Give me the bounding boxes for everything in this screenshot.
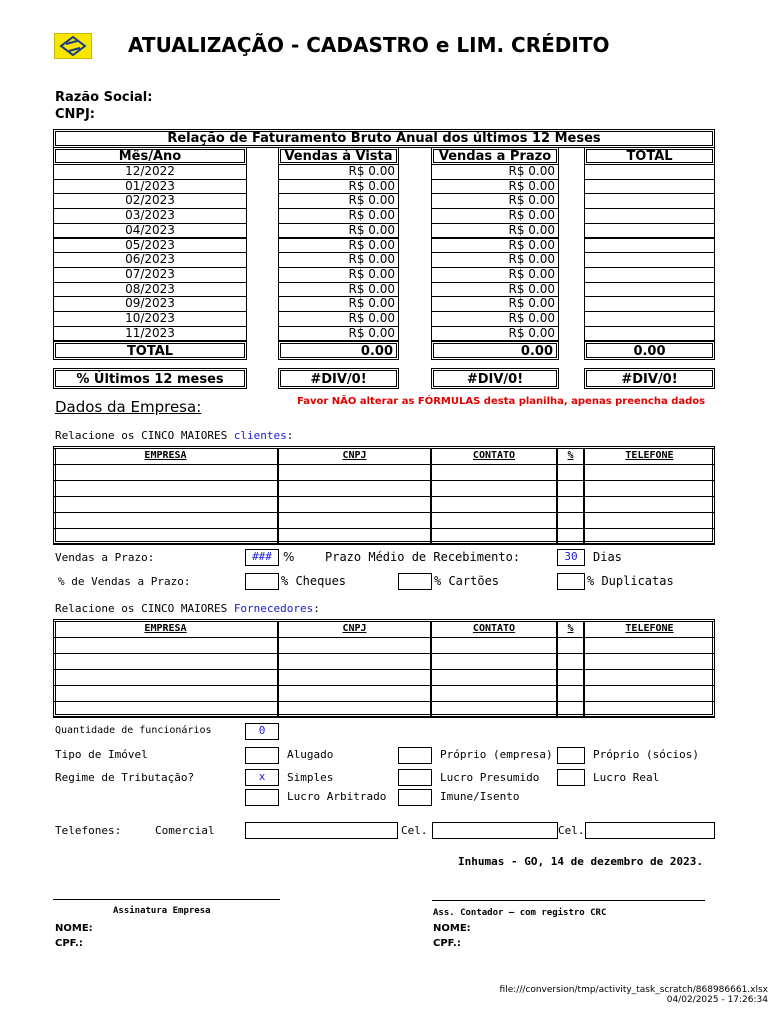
clientes-header-1: CNPJ	[278, 448, 431, 465]
imune-input[interactable]	[398, 789, 432, 806]
clientes-cell[interactable]	[584, 528, 715, 545]
regime-label: Regime de Tributação?	[55, 771, 195, 784]
pct-total: #DIV/0!	[584, 368, 715, 389]
row-vista[interactable]: R$ 0.00	[278, 326, 399, 342]
contador-cpf: CPF.:	[433, 938, 461, 949]
header-vista: Vendas à Vista	[278, 147, 399, 165]
fornecedores-cell[interactable]	[278, 637, 431, 654]
clientes-cell[interactable]	[557, 512, 584, 529]
clientes-header-3: %	[557, 448, 584, 465]
fornecedores-cell[interactable]	[584, 701, 715, 718]
clientes-cell[interactable]	[584, 480, 715, 497]
row-vista[interactable]: R$ 0.00	[278, 179, 399, 195]
fornecedores-cell[interactable]	[53, 701, 278, 718]
cheques-label: % Cheques	[281, 574, 347, 588]
row-total[interactable]	[584, 296, 715, 312]
row-prazo[interactable]: R$ 0.00	[431, 208, 559, 224]
duplicatas-input[interactable]	[557, 573, 585, 590]
telefones-label: Telefones:	[55, 824, 122, 837]
clientes-header-0: EMPRESA	[53, 448, 278, 465]
fornecedores-header-1: CNPJ	[278, 621, 431, 638]
empresa-cpf: CPF.:	[55, 938, 83, 949]
clientes-header-4: TELEFONE	[584, 448, 715, 465]
imune-label: Imune/Isento	[440, 790, 520, 803]
assinatura-empresa-label: Assinatura Empresa	[113, 906, 211, 916]
fornecedores-cell[interactable]	[53, 653, 278, 670]
dias-label: Dias	[593, 550, 622, 564]
proprio-empresa-label: Próprio (empresa)	[440, 748, 553, 761]
fornecedores-highlight: Fornecedores	[233, 602, 314, 615]
bank-logo-icon	[54, 33, 92, 59]
fornecedores-header-2: CONTATO	[431, 621, 557, 638]
row-vista[interactable]: R$ 0.00	[278, 193, 399, 209]
row-total[interactable]	[584, 164, 715, 180]
row-mes: 02/2023	[53, 193, 247, 209]
cel1-label: Cel.	[401, 824, 428, 837]
row-total[interactable]	[584, 179, 715, 195]
presumido-input[interactable]	[398, 769, 432, 786]
clientes-cell[interactable]	[278, 480, 431, 497]
row-prazo[interactable]: R$ 0.00	[431, 311, 559, 327]
clientes-suffix: :	[286, 429, 294, 442]
row-vista[interactable]: R$ 0.00	[278, 164, 399, 180]
row-mes: 01/2023	[53, 179, 247, 195]
row-mes: 07/2023	[53, 267, 247, 283]
row-prazo[interactable]: R$ 0.00	[431, 296, 559, 312]
row-total[interactable]	[584, 252, 715, 268]
clientes-cell[interactable]	[431, 512, 557, 529]
fornecedores-header-0: EMPRESA	[53, 621, 278, 638]
imovel-label: Tipo de Imóvel	[55, 748, 148, 761]
simples-input[interactable]: x	[245, 769, 279, 786]
row-prazo[interactable]: R$ 0.00	[431, 164, 559, 180]
fornecedores-cell[interactable]	[278, 701, 431, 718]
row-total[interactable]	[584, 238, 715, 254]
presumido-label: Lucro Presumido	[440, 771, 540, 784]
row-prazo[interactable]: R$ 0.00	[431, 267, 559, 283]
row-total[interactable]	[584, 326, 715, 342]
vendas-prazo-pct: %	[283, 550, 295, 564]
vendas-prazo-input[interactable]: ###	[245, 549, 279, 566]
clientes-cell[interactable]	[53, 496, 278, 513]
cel1-input[interactable]	[432, 822, 558, 839]
faturamento-caption: Relação de Faturamento Bruto Anual dos últimos 12 Meses	[167, 131, 601, 146]
clientes-cell[interactable]	[53, 512, 278, 529]
cartoes-label: % Cartões	[434, 574, 500, 588]
cel2-input[interactable]	[585, 822, 715, 839]
row-mes: 04/2023	[53, 223, 247, 239]
proprio-socios-input[interactable]	[557, 747, 585, 764]
fornecedores-cell[interactable]	[557, 701, 584, 718]
clientes-prefix: Relacione os CINCO MAIORES	[55, 429, 234, 442]
row-mes: 03/2023	[53, 208, 247, 224]
local-data: Inhumas - GO, 14 de dezembro de 2023.	[458, 855, 704, 868]
row-mes: 11/2023	[53, 326, 247, 342]
row-mes: 05/2023	[53, 238, 247, 254]
fornecedores-cell[interactable]	[431, 653, 557, 670]
fornecedores-cell[interactable]	[278, 669, 431, 686]
header-total: TOTAL	[584, 147, 715, 165]
row-prazo[interactable]: R$ 0.00	[431, 193, 559, 209]
page-title: ATUALIZAÇÃO - CADASTRO e LIM. CRÉDITO	[128, 33, 610, 57]
cheques-input[interactable]	[245, 573, 279, 590]
row-vista[interactable]: R$ 0.00	[278, 311, 399, 327]
row-vista[interactable]: R$ 0.00	[278, 252, 399, 268]
row-total[interactable]	[584, 267, 715, 283]
real-input[interactable]	[557, 769, 585, 786]
row-total[interactable]	[584, 223, 715, 239]
pct-vendas-label: % de Vendas a Prazo:	[58, 575, 191, 588]
total-label: TOTAL	[53, 341, 247, 360]
comercial-input[interactable]	[245, 822, 398, 839]
fornecedores-cell[interactable]	[278, 685, 431, 702]
real-label: Lucro Real	[593, 771, 660, 784]
comercial-label: Comercial	[155, 824, 215, 837]
prazo-medio-label: Prazo Médio de Recebimento:	[325, 550, 521, 564]
clientes-header-2: CONTATO	[431, 448, 557, 465]
fornecedores-cell[interactable]	[557, 669, 584, 686]
fornecedores-cell[interactable]	[431, 685, 557, 702]
razao-social-label: Razão Social:	[55, 90, 153, 105]
dados-empresa-heading: Dados da Empresa:	[55, 398, 202, 416]
fornecedores-cell[interactable]	[584, 685, 715, 702]
row-total[interactable]	[584, 193, 715, 209]
row-mes: 08/2023	[53, 282, 247, 298]
signature-line-empresa	[53, 899, 280, 900]
clientes-cell[interactable]	[431, 480, 557, 497]
clientes-highlight: clientes	[233, 429, 287, 442]
pct-label: % Últimos 12 meses	[53, 368, 247, 389]
fornecedores-cell[interactable]	[557, 653, 584, 670]
cnpj-label: CNPJ:	[55, 107, 95, 122]
clientes-cell[interactable]	[584, 512, 715, 529]
assinatura-contador-label: Ass. Contador – com registro CRC	[433, 908, 607, 918]
clientes-cell[interactable]	[557, 528, 584, 545]
fornecedores-cell[interactable]	[584, 637, 715, 654]
fornecedores-cell[interactable]	[431, 637, 557, 654]
fornecedores-cell[interactable]	[53, 637, 278, 654]
clientes-cell[interactable]	[584, 464, 715, 481]
footer-path: file:///conversion/tmp/activity_task_scratch/868986661.xlsx	[499, 985, 768, 995]
row-vista[interactable]: R$ 0.00	[278, 267, 399, 283]
fornecedores-cell[interactable]	[431, 669, 557, 686]
fornecedores-header-4: TELEFONE	[584, 621, 715, 638]
prazo-medio-input[interactable]: 30	[557, 549, 585, 566]
fornecedores-cell[interactable]	[53, 669, 278, 686]
pct-vista: #DIV/0!	[278, 368, 399, 389]
fornecedores-prefix: Relacione os CINCO MAIORES	[55, 602, 234, 615]
clientes-cell[interactable]	[557, 496, 584, 513]
row-mes: 10/2023	[53, 311, 247, 327]
alugado-input[interactable]	[245, 747, 279, 764]
row-prazo[interactable]: R$ 0.00	[431, 326, 559, 342]
cel2-label: Cel.	[558, 824, 585, 837]
total-vista: 0.00	[278, 341, 399, 360]
total-prazo: 0.00	[431, 341, 559, 360]
vendas-prazo-label: Vendas a Prazo:	[55, 551, 155, 564]
clientes-title	[55, 429, 293, 442]
clientes-cell[interactable]	[557, 480, 584, 497]
clientes-cell[interactable]	[53, 528, 278, 545]
empresa-nome: NOME:	[55, 923, 93, 934]
clientes-cell[interactable]	[278, 528, 431, 545]
row-prazo[interactable]: R$ 0.00	[431, 238, 559, 254]
row-prazo[interactable]: R$ 0.00	[431, 179, 559, 195]
clientes-cell[interactable]	[431, 496, 557, 513]
fornecedores-cell[interactable]	[557, 637, 584, 654]
row-prazo[interactable]: R$ 0.00	[431, 252, 559, 268]
clientes-cell[interactable]	[431, 464, 557, 481]
row-mes: 12/2022	[53, 164, 247, 180]
proprio-empresa-input[interactable]	[398, 747, 432, 764]
fornecedores-cell[interactable]	[557, 685, 584, 702]
header-mes: Mês/Ano	[53, 147, 247, 165]
clientes-cell[interactable]	[584, 496, 715, 513]
fornecedores-cell[interactable]	[53, 685, 278, 702]
arbitrado-input[interactable]	[245, 789, 279, 806]
row-vista[interactable]: R$ 0.00	[278, 282, 399, 298]
signature-line-contador	[432, 900, 705, 901]
warning-text: Favor NÃO alterar as FÓRMULAS desta planilha, apenas preencha dados	[297, 396, 706, 407]
clientes-cell[interactable]	[278, 464, 431, 481]
simples-label: Simples	[287, 771, 334, 784]
clientes-cell[interactable]	[53, 464, 278, 481]
clientes-cell[interactable]	[557, 464, 584, 481]
proprio-socios-label: Próprio (sócios)	[593, 748, 699, 761]
arbitrado-label: Lucro Arbitrado	[287, 790, 387, 803]
cartoes-input[interactable]	[398, 573, 432, 590]
clientes-cell[interactable]	[53, 480, 278, 497]
fornecedores-header-3: %	[557, 621, 584, 638]
fornecedores-cell[interactable]	[584, 653, 715, 670]
duplicatas-label: % Duplicatas	[587, 574, 674, 588]
total-total: 0.00	[584, 341, 715, 360]
row-vista[interactable]: R$ 0.00	[278, 223, 399, 239]
funcionarios-label: Quantidade de funcionários	[55, 725, 212, 736]
footer-timestamp: 04/02/2025 - 17:26:34	[666, 995, 768, 1005]
fornecedores-cell[interactable]	[278, 653, 431, 670]
row-prazo[interactable]: R$ 0.00	[431, 223, 559, 239]
row-total[interactable]	[584, 282, 715, 298]
row-total[interactable]	[584, 311, 715, 327]
contador-nome: NOME:	[433, 923, 471, 934]
header-prazo: Vendas a Prazo	[431, 147, 559, 165]
alugado-label: Alugado	[287, 748, 334, 761]
row-mes: 09/2023	[53, 296, 247, 312]
clientes-cell[interactable]	[431, 528, 557, 545]
fornecedores-cell[interactable]	[584, 669, 715, 686]
clientes-cell[interactable]	[278, 496, 431, 513]
row-vista[interactable]: R$ 0.00	[278, 208, 399, 224]
fornecedores-suffix: :	[313, 602, 320, 615]
pct-prazo: #DIV/0!	[431, 368, 559, 389]
row-total[interactable]	[584, 208, 715, 224]
row-vista[interactable]: R$ 0.00	[278, 238, 399, 254]
fornecedores-cell[interactable]	[431, 701, 557, 718]
funcionarios-input[interactable]: 0	[245, 723, 279, 740]
clientes-cell[interactable]	[278, 512, 431, 529]
row-mes: 06/2023	[53, 252, 247, 268]
row-prazo[interactable]: R$ 0.00	[431, 282, 559, 298]
fornecedores-title	[55, 602, 320, 615]
row-vista[interactable]: R$ 0.00	[278, 296, 399, 312]
